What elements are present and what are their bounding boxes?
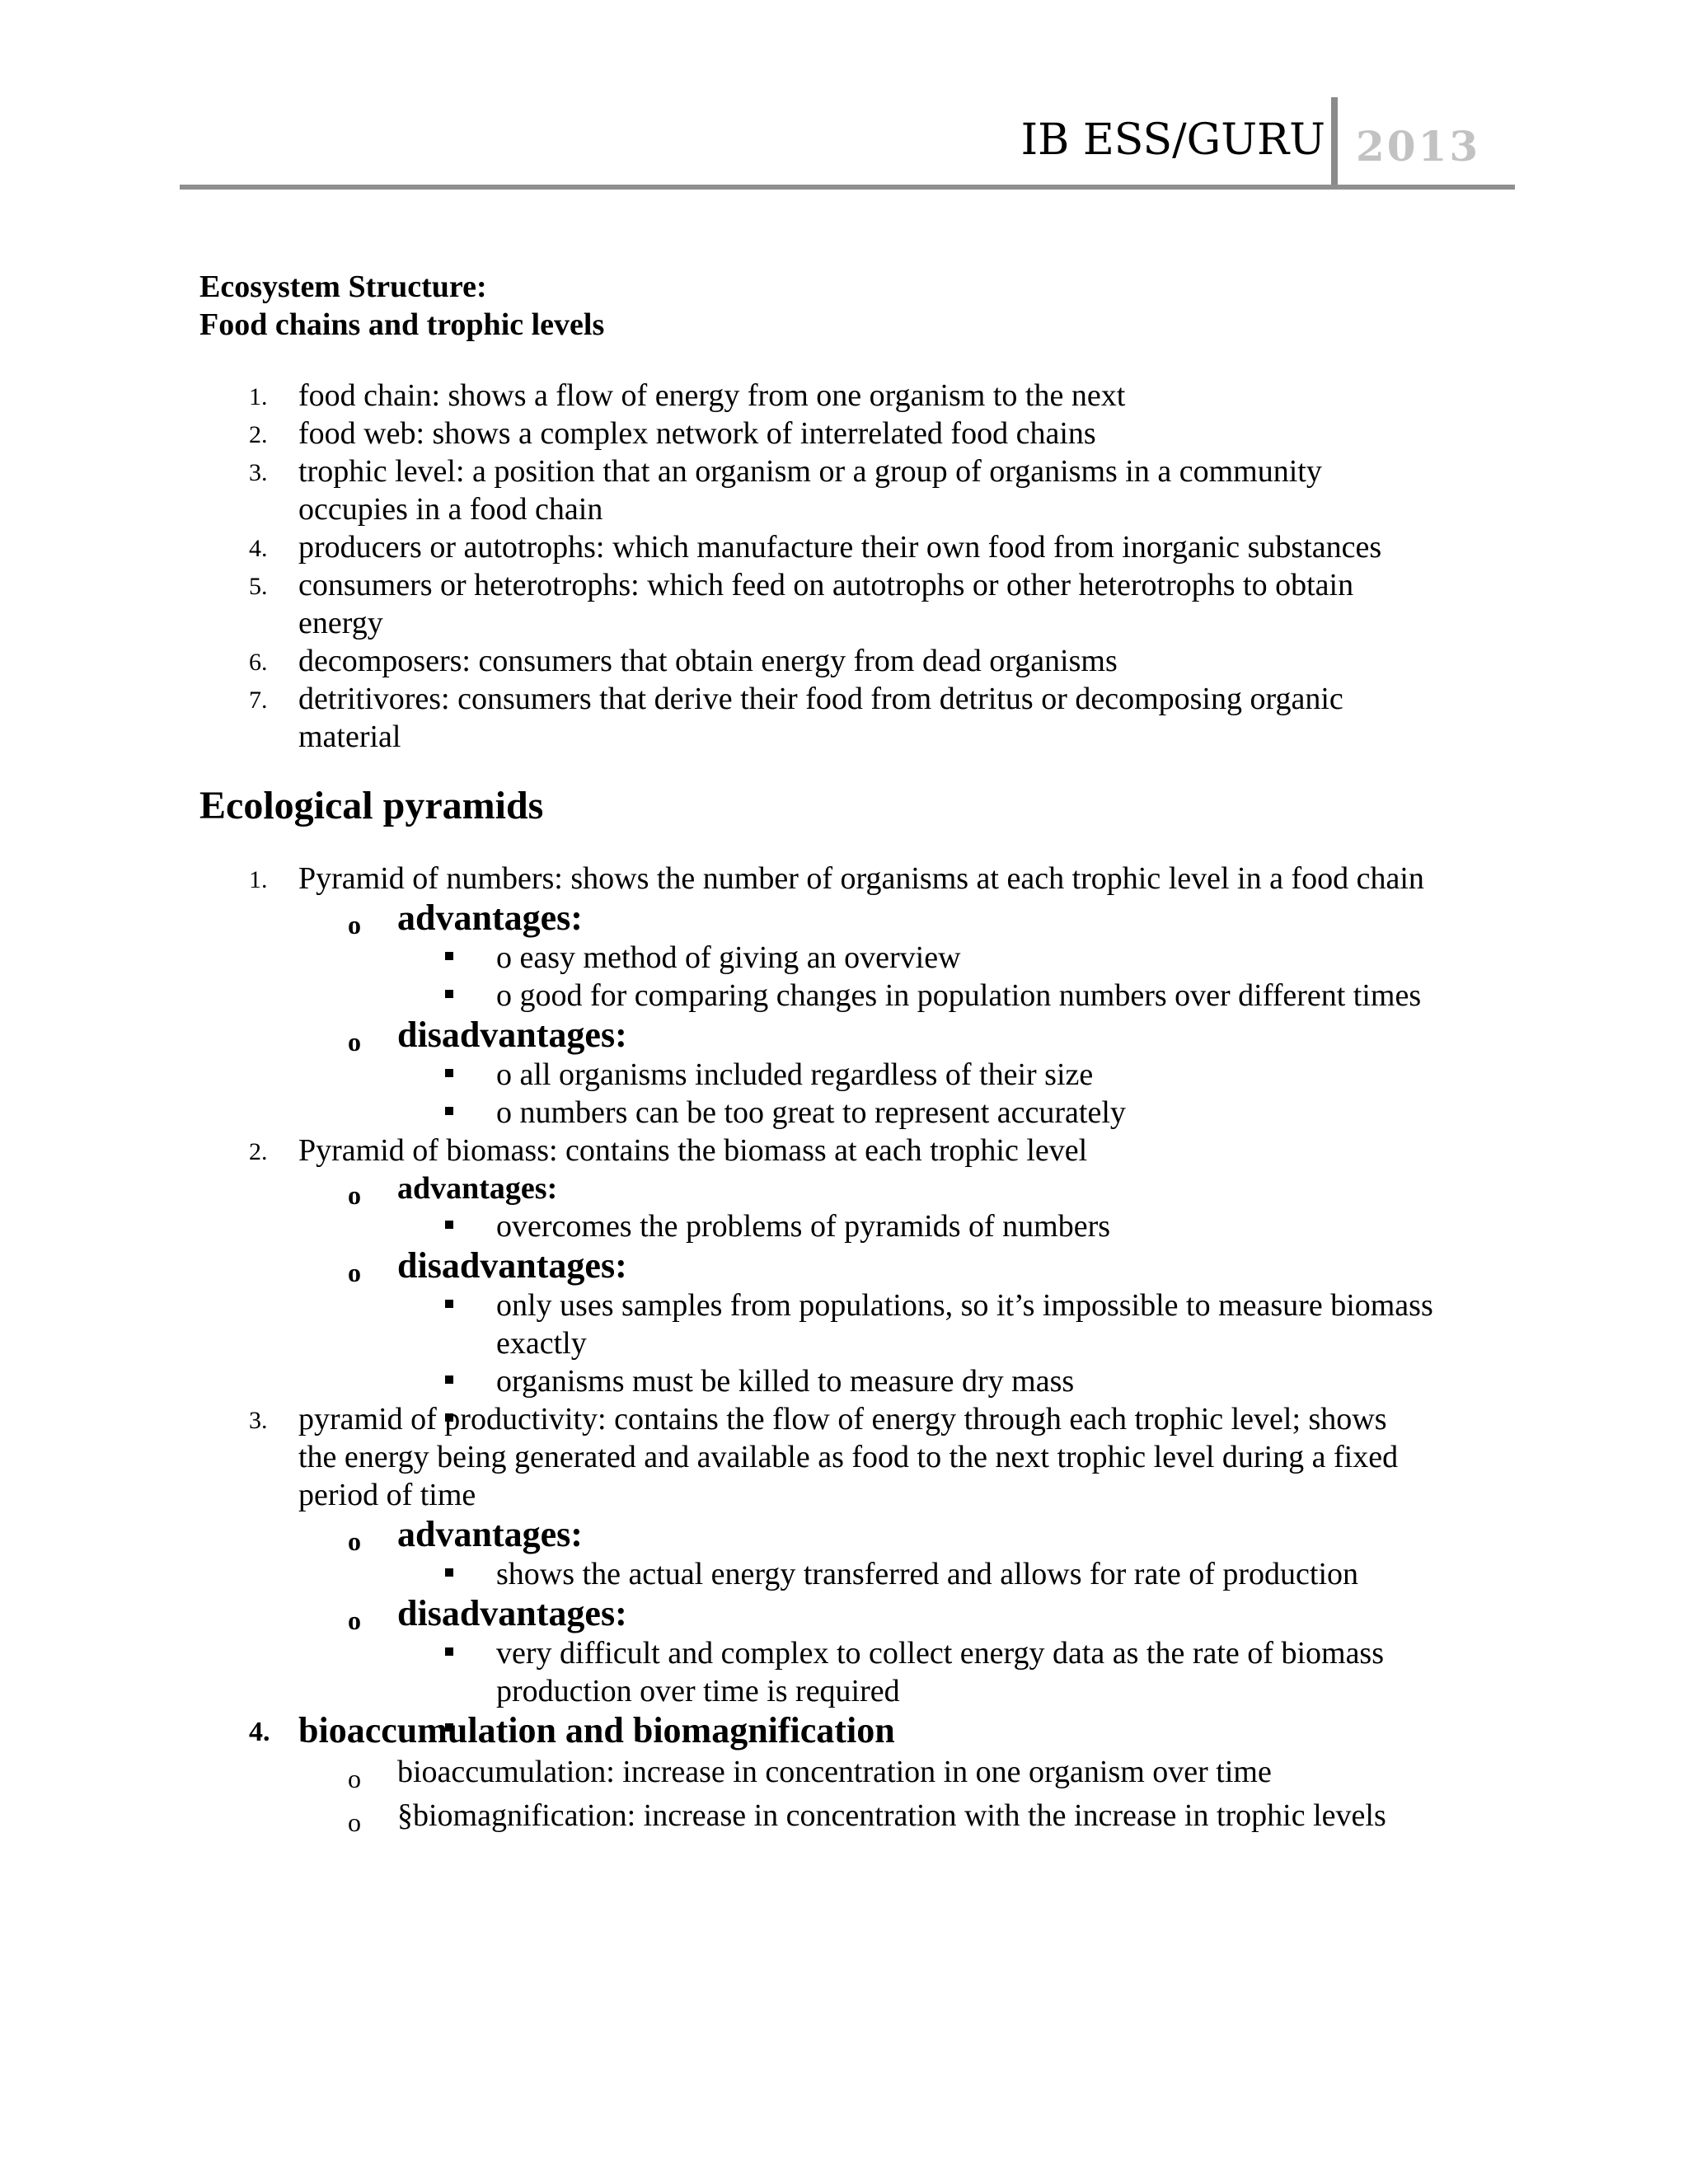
document-body (199, 268, 1518, 1839)
square-bullet (445, 1107, 453, 1115)
list-title: bioaccumulation and biomagnification (298, 1710, 895, 1750)
list-item (199, 680, 1518, 718)
bullet-item (199, 1286, 1518, 1324)
sub-item (199, 1793, 1518, 1839)
bullet-item (199, 1634, 1518, 1672)
label-text: advantages: (397, 1171, 558, 1206)
circle-bullet: o (348, 1526, 361, 1556)
list-number: 5. (249, 573, 268, 600)
list-number: 1. (249, 383, 268, 410)
sub-item-text: §biomagnification: increase in concentration with the increase in trophic levels (397, 1798, 1386, 1833)
advantages-label (199, 1169, 1518, 1210)
square-bullet (445, 1376, 453, 1384)
list-number: 1. (249, 866, 268, 893)
circle-bullet: o (348, 1180, 361, 1210)
list-number: 2. (249, 421, 268, 448)
section-subtitle: Food chains and trophic levels (199, 307, 605, 342)
circle-bullet: o (348, 1807, 361, 1837)
label-text: advantages: (397, 1514, 583, 1554)
square-bullet (445, 1647, 453, 1656)
list-item-continuation: material (298, 719, 401, 754)
list-item-continuation: occupies in a food chain (298, 492, 603, 527)
square-bullet (445, 990, 453, 998)
list-number: 3. (249, 1407, 268, 1434)
section-title: Ecosystem Structure: (199, 269, 487, 304)
header-title: IB ESS/GURU (1020, 115, 1325, 165)
bullet-item-continuation: exactly (496, 1326, 587, 1361)
disadvantages-label (199, 1015, 1518, 1056)
list-text: decomposers: consumers that obtain energy from dead organisms (298, 644, 1118, 678)
square-bullet (445, 1568, 453, 1577)
list-item (199, 528, 1518, 566)
square-bullet (445, 1221, 453, 1229)
bullet-item (199, 1056, 1518, 1094)
bullet-text: o easy method of giving an overview (496, 940, 961, 975)
disadvantages-label (199, 1593, 1518, 1634)
circle-bullet: o (348, 1764, 361, 1793)
header-separator (1331, 97, 1338, 188)
header-rule (180, 185, 1515, 190)
label-text: disadvantages: (397, 1015, 627, 1055)
list-item (199, 642, 1518, 680)
sub-item-text: bioaccumulation: increase in concentration in one organism over time (397, 1755, 1272, 1789)
list-number: 2. (249, 1138, 268, 1165)
circle-bullet: o (348, 1027, 361, 1057)
disadvantages-label (199, 1245, 1518, 1286)
sub-item (199, 1751, 1518, 1793)
circle-bullet: o (348, 910, 361, 940)
bullet-item (199, 1207, 1518, 1245)
bullet-text: very difficult and complex to collect energy data as the rate of biomass (496, 1636, 1385, 1671)
list-item-continuation: energy (298, 606, 383, 640)
square-bullet (445, 952, 453, 960)
circle-bullet: o (348, 1605, 361, 1635)
bullet-text: shows the actual energy transferred and allows for rate of production (496, 1557, 1359, 1591)
advantages-label (199, 898, 1518, 939)
bullet-text: overcomes the problems of pyramids of numbers (496, 1209, 1111, 1244)
bullet-text: only uses samples from populations, so it’s impossible to measure biomass (496, 1288, 1433, 1323)
circle-bullet: o (348, 1258, 361, 1287)
list-item-continuation: the energy being generated and available as food to the next trophic level during a fixed (298, 1440, 1399, 1474)
square-bullet (445, 1069, 453, 1077)
list-text: Pyramid of numbers: shows the number of organisms at each trophic level in a food chain (298, 861, 1424, 896)
list-item (199, 1132, 1518, 1169)
square-bullet (445, 1300, 453, 1308)
list-item (199, 566, 1518, 604)
list-item (199, 1400, 1518, 1438)
bullet-item (199, 1555, 1518, 1593)
list-item (199, 415, 1518, 452)
bullet-item (199, 977, 1518, 1015)
list-number: 6. (249, 649, 268, 676)
list-text: consumers or heterotrophs: which feed on autotrophs or other heterotrophs to obtain (298, 568, 1354, 602)
bullet-item (199, 939, 1518, 977)
list-item (199, 377, 1518, 415)
bullet-text: o all organisms included regardless of their size (496, 1057, 1094, 1092)
list-item (199, 860, 1518, 898)
header-year: 2013 (1356, 122, 1481, 171)
list-number: 7. (249, 687, 268, 714)
label-text: disadvantages: (397, 1245, 627, 1286)
bullet-item (199, 1362, 1518, 1400)
section-heading: Ecological pyramids (199, 784, 544, 827)
bullet-text: o numbers can be too great to represent accurately (496, 1095, 1126, 1130)
list-text: Pyramid of biomass: contains the biomass at each trophic level (298, 1133, 1088, 1168)
advantages-label (199, 1514, 1518, 1555)
list-number: 4. (249, 1717, 270, 1747)
list-text: trophic level: a position that an organism or a group of organisms in a community (298, 454, 1322, 489)
label-text: advantages: (397, 898, 583, 938)
label-text: disadvantages: (397, 1593, 627, 1633)
list-text: detritivores: consumers that derive their food from detritus or decomposing organic (298, 682, 1343, 716)
list-text: producers or autotrophs: which manufacture their own food from inorganic substances (298, 530, 1382, 565)
bullet-item (199, 1094, 1518, 1132)
bullet-text: organisms must be killed to measure dry mass (496, 1364, 1075, 1399)
list-item (199, 1710, 1518, 1751)
list-item-continuation: period of time (298, 1478, 476, 1512)
list-text: food chain: shows a flow of energy from one organism to the next (298, 378, 1126, 413)
list-text: food web: shows a complex network of interrelated food chains (298, 416, 1096, 451)
list-text: pyramid of productivity: contains the flow of energy through each trophic level; shows (298, 1402, 1387, 1436)
spacer (199, 344, 1518, 377)
list-number: 4. (249, 535, 268, 562)
bullet-text: o good for comparing changes in population numbers over different times (496, 978, 1422, 1013)
list-item (199, 452, 1518, 490)
bullet-item-continuation: production over time is required (496, 1674, 900, 1708)
list-number: 3. (249, 459, 268, 486)
